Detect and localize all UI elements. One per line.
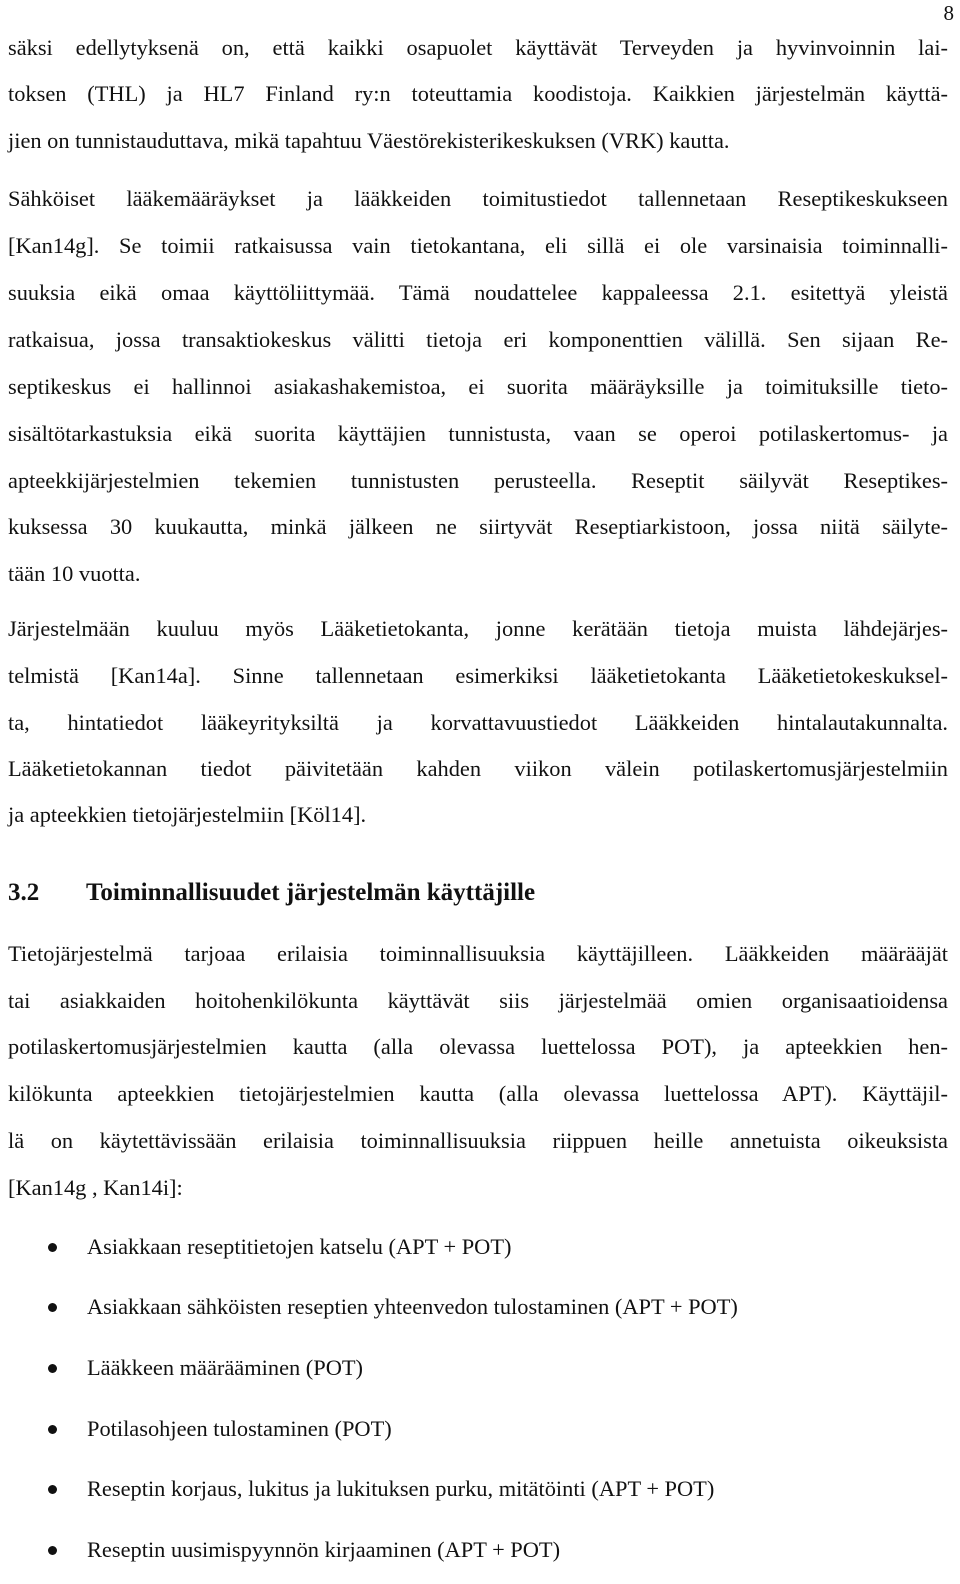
bullet-icon <box>48 1364 57 1373</box>
list-item-text: Reseptin uusimispyynnön kirjaaminen (APT + POT) <box>87 1537 561 1562</box>
text-line: lä on käytettävissään erilaisia toiminnallisuuksia riippuen heille annetuista oikeuksista <box>8 1128 948 1153</box>
bullet-icon <box>48 1546 57 1555</box>
text-line: telmistä [Kan14a]. Sinne tallennetaan esimerkiksi lääketietokanta Lääketietokeskuksel- <box>8 663 948 688</box>
bullet-icon <box>48 1425 57 1434</box>
text-line: tään 10 vuotta. <box>8 561 141 586</box>
text-line: [Kan14g]. Se toimii ratkaisussa vain tietokantana, eli sillä ei ole varsinaisia toiminnalli- <box>8 233 948 258</box>
list-item-text: Asiakkaan sähköisten reseptien yhteenvedon tulostaminen (APT + POT) <box>87 1294 738 1319</box>
text-line: Sähköiset lääkemääräykset ja lääkkeiden toimitustiedot tallennetaan Reseptikeskukseen <box>8 186 948 211</box>
list-item-text: Lääkkeen määrääminen (POT) <box>87 1355 364 1380</box>
bullet-icon <box>48 1485 57 1494</box>
list-item-text: Asiakkaan reseptitietojen katselu (APT + POT) <box>87 1234 512 1259</box>
text-line: kilökunta apteekkien tietojärjestelmien kautta (alla olevassa luettelossa APT). Käyttäjil- <box>8 1081 948 1106</box>
text-line: Järjestelmään kuuluu myös Lääketietokanta, jonne kerätään tietoja muista lähdejärjes- <box>8 616 948 641</box>
text-line: tai asiakkaiden hoitohenkilökunta käyttävät siis järjestelmää omien organisaatioidensa <box>8 988 948 1013</box>
text-line: [Kan14g , Kan14i]: <box>8 1175 183 1200</box>
text-line: potilaskertomusjärjestelmien kautta (alla olevassa luettelossa POT), ja apteekkien hen- <box>8 1034 948 1059</box>
bullet-icon <box>48 1243 57 1252</box>
text-line: kuksessa 30 kuukautta, minkä jälkeen ne siirtyvät Reseptiarkistoon, jossa niitä säilyte- <box>8 514 948 539</box>
section-number: 3.2 <box>8 879 40 906</box>
text-line: toksen (THL) ja HL7 Finland ry:n toteuttamia koodistoja. Kaikkien järjestelmän käyttä- <box>8 81 948 106</box>
list-item-text: Reseptin korjaus, lukitus ja lukituksen purku, mitätöinti (APT + POT) <box>87 1476 715 1501</box>
text-line: säksi edellytyksenä on, että kaikki osapuolet käyttävät Terveyden ja hyvinvoinnin lai- <box>8 35 948 60</box>
text-line: ta, hintatiedot lääkeyrityksiltä ja korvattavuustiedot Lääkkeiden hintalautakunnalta. <box>8 710 948 735</box>
text-line: suuksia eikä omaa käyttöliittymää. Tämä noudattelee kappaleessa 2.1. esitettyä yleistä <box>8 280 948 305</box>
text-line: sisältötarkastuksia eikä suorita käyttäjien tunnistusta, vaan se operoi potilaskertomus- ja <box>8 421 948 446</box>
text-line: Lääketietokannan tiedot päivitetään kahden viikon välein potilaskertomusjärjestelmiin <box>8 756 948 781</box>
text-line: Tietojärjestelmä tarjoaa erilaisia toiminnallisuuksia käyttäjilleen. Lääkkeiden määrääjät <box>8 941 948 966</box>
list-item-text: Potilasohjeen tulostaminen (POT) <box>87 1416 392 1441</box>
section-heading <box>8 876 535 910</box>
text-line: septikeskus ei hallinnoi asiakashakemistoa, ei suorita määräyksille ja toimituksille tieto- <box>8 374 948 399</box>
page-number: 8 <box>943 1 954 25</box>
text-line: apteekkijärjestelmien tekemien tunnistusten perusteella. Reseptit säilyvät Reseptikes- <box>8 468 948 493</box>
text-line: ja apteekkien tietojärjestelmiin [Köl14]. <box>8 802 367 827</box>
text-line: ratkaisua, jossa transaktiokeskus välitti tietoja eri komponenttien välillä. Sen sijaan Re- <box>8 327 948 352</box>
bullet-icon <box>48 1303 57 1312</box>
section-title: Toiminnallisuudet järjestelmän käyttäjille <box>86 879 536 906</box>
text-line: jien on tunnistauduttava, mikä tapahtuu Väestörekisterikeskuksen (VRK) kautta. <box>8 128 730 153</box>
